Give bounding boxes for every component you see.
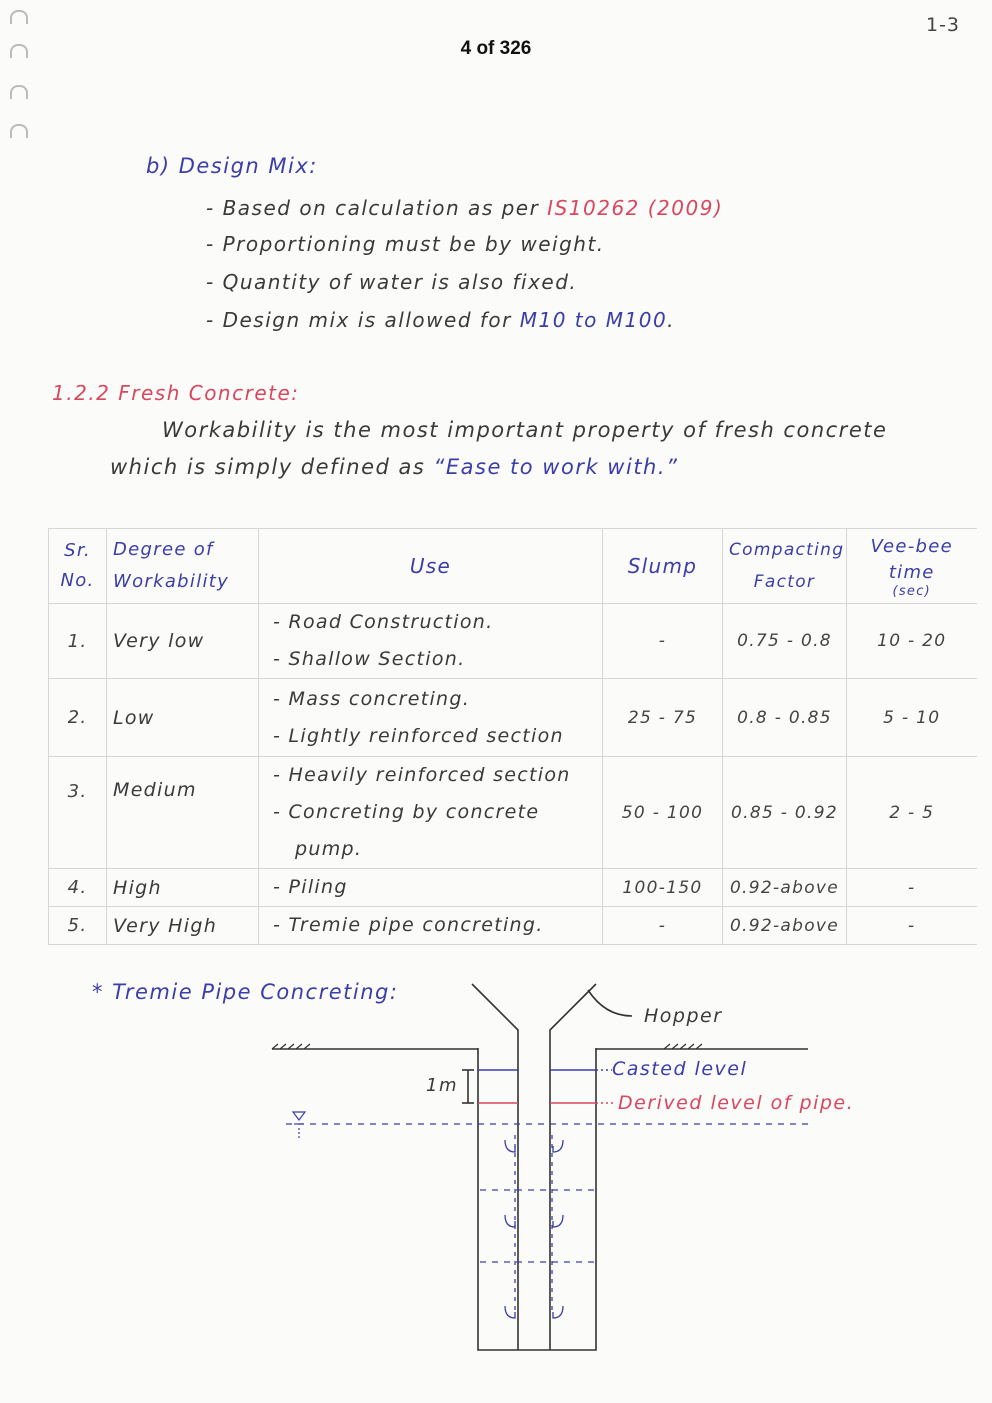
- tremie-heading: * Tremie Pipe Concreting:: [92, 980, 399, 1004]
- casted-level-label: Casted level: [612, 1058, 748, 1080]
- bullet-suffix: .: [667, 308, 676, 332]
- fresh-concrete-heading: 1.2.2 Fresh Concrete:: [52, 381, 300, 405]
- cell-veebee: 10 - 20: [847, 604, 977, 679]
- header-veebee-label: Vee-bee time: [870, 536, 954, 583]
- bullet-highlight: IS10262 (2009): [547, 196, 724, 220]
- water-table-icon: [293, 1112, 305, 1120]
- header-sr: Sr. No.: [49, 529, 107, 604]
- use-line: - Piling: [273, 876, 348, 898]
- use-line: - Road Construction.: [273, 611, 494, 633]
- cell-sr: 1.: [49, 604, 107, 679]
- use-line: - Tremie pipe concreting.: [273, 914, 544, 936]
- design-mix-heading: b) Design Mix:: [146, 154, 318, 178]
- use-line: - Heavily reinforced section: [273, 764, 571, 786]
- use-line: pump.: [295, 838, 363, 860]
- bullet-text: - Design mix is allowed for: [206, 308, 520, 332]
- paragraph-text: which is simply defined as: [110, 455, 434, 479]
- workability-paragraph-line1: Workability is the most important property of fresh concrete: [162, 418, 888, 442]
- cell-slump: 50 - 100: [603, 757, 723, 869]
- bore-wall: [478, 1048, 596, 1350]
- cell-sr: 3.: [49, 757, 107, 869]
- flow-arrow-icon: [505, 1140, 515, 1152]
- cell-veebee: -: [847, 907, 977, 945]
- cell-sr: 4.: [49, 869, 107, 907]
- flow-arrow-icon: [553, 1215, 563, 1227]
- cell-compacting-factor: 0.85 - 0.92: [723, 757, 847, 869]
- bullet-highlight: M10 to M100: [519, 308, 668, 332]
- hopper-label: Hopper: [644, 1005, 723, 1027]
- cell-slump: -: [603, 604, 723, 679]
- flow-arrow-icon: [505, 1215, 515, 1227]
- header-slump: Slump: [603, 529, 723, 604]
- cell-degree: Very High: [107, 907, 259, 945]
- cell-degree: Very low: [107, 604, 259, 679]
- header-veebee-unit: (sec): [892, 584, 932, 599]
- use-line: - Lightly reinforced section: [273, 724, 564, 747]
- hopper-left: [472, 984, 518, 1350]
- cell-degree: Medium: [107, 757, 259, 869]
- cell-compacting-factor: 0.8 - 0.85: [723, 679, 847, 757]
- flow-arrow-icon: [553, 1140, 563, 1152]
- cell-slump: -: [603, 907, 723, 945]
- cell-compacting-factor: 0.92-above: [723, 869, 847, 907]
- bullet-text: - Based on calculation as per: [206, 196, 548, 220]
- header-compacting-factor: Compacting Factor: [723, 529, 847, 604]
- cell-veebee: 2 - 5: [847, 757, 977, 869]
- one-meter-label: 1m: [426, 1075, 458, 1096]
- hopper-right: [550, 984, 596, 1350]
- cell-compacting-factor: 0.75 - 0.8: [723, 604, 847, 679]
- use-line: - Shallow Section.: [273, 648, 466, 670]
- cell-degree: High: [107, 869, 259, 907]
- cell-sr: 5.: [49, 907, 107, 945]
- use-line: - Mass concreting.: [273, 687, 471, 710]
- header-use: Use: [259, 529, 603, 604]
- page-counter: 4 of 326: [460, 38, 532, 59]
- bullet-text: - Quantity of water is also fixed.: [206, 270, 578, 294]
- cell-compacting-factor: 0.92-above: [723, 907, 847, 945]
- cell-sr: 2.: [49, 679, 107, 757]
- cell-degree: Low: [107, 679, 259, 757]
- cell-veebee: 5 - 10: [847, 679, 977, 757]
- page-number: 1-3: [925, 14, 960, 36]
- bullet-text: - Proportioning must be by weight.: [206, 232, 605, 256]
- cell-slump: 100-150: [603, 869, 723, 907]
- flow-arrow-icon: [553, 1306, 563, 1318]
- derived-level-label: Derived level of pipe.: [618, 1092, 855, 1114]
- cell-veebee: -: [847, 869, 977, 907]
- cell-slump: 25 - 75: [603, 679, 723, 757]
- flow-arrow-icon: [505, 1306, 515, 1318]
- header-degree: Degree of Workability: [107, 529, 259, 604]
- hopper-leader: [588, 990, 632, 1016]
- use-line: - Concreting by concrete: [273, 801, 540, 823]
- paragraph-quote: “Ease to work with.”: [433, 455, 679, 479]
